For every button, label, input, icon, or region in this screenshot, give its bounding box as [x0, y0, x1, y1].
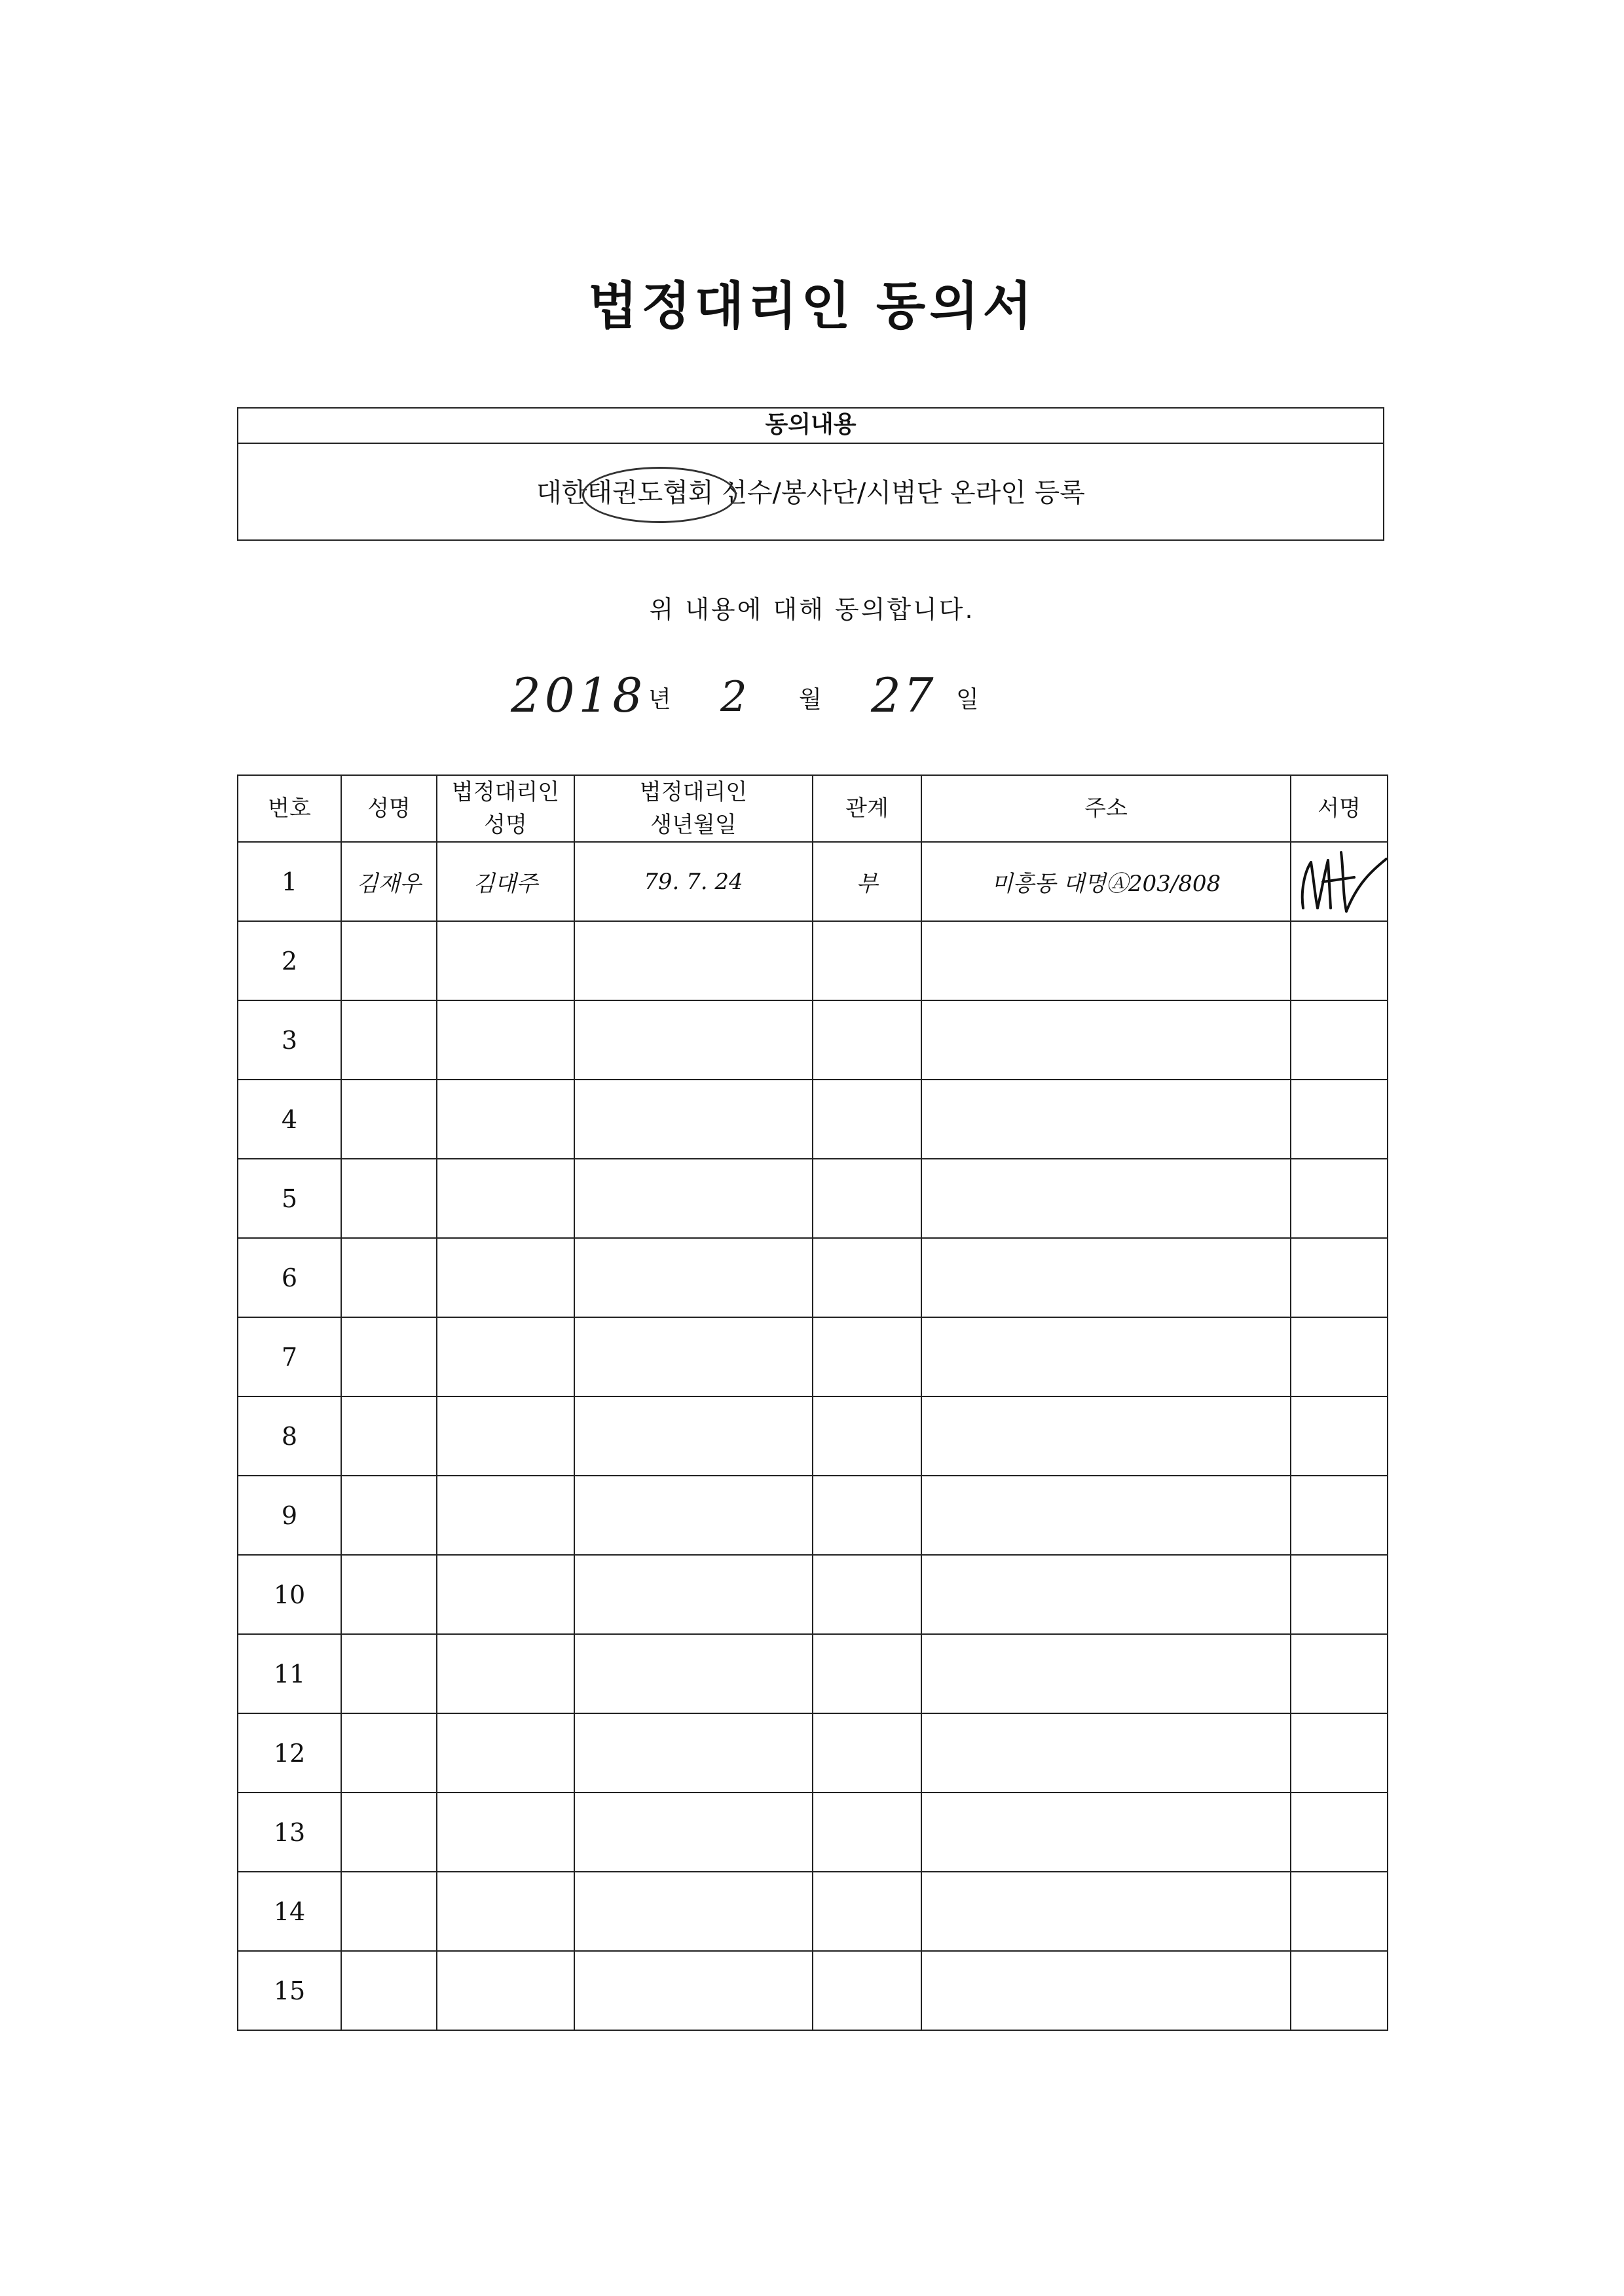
address-cell	[921, 1713, 1291, 1793]
consent-text: 대한태권도협회 선수/봉사단/시범단 온라인 등록	[536, 478, 1085, 508]
header-guardian-name-line1: 법정대리인	[451, 779, 560, 805]
student-name-cell	[341, 1872, 437, 1951]
date-day-unit: 일	[956, 686, 979, 713]
guardian-name-cell: 김대주	[437, 842, 574, 921]
address-cell	[921, 1872, 1291, 1951]
guardian-birth-cell	[574, 1634, 813, 1713]
relation-cell: 부	[813, 842, 921, 921]
table-row	[238, 1238, 1388, 1317]
guardian-birth-cell	[574, 921, 813, 1000]
table-row	[238, 1713, 1388, 1793]
row-number-cell: 4	[238, 1080, 341, 1159]
date-line	[498, 668, 1087, 733]
signature-cell	[1291, 1793, 1388, 1872]
address-cell	[921, 921, 1291, 1000]
address-cell	[921, 1476, 1291, 1555]
guardian-birth-cell	[574, 1000, 813, 1080]
signature-cell	[1291, 1872, 1388, 1951]
row-number-cell: 2	[238, 921, 341, 1000]
guardian-birth-cell	[574, 1713, 813, 1793]
date-month-unit: 월	[799, 686, 822, 713]
header-no: 번호	[238, 775, 341, 842]
table-row	[238, 1872, 1388, 1951]
guardian-birth-cell	[574, 1396, 813, 1476]
signature-cell	[1291, 1713, 1388, 1793]
guardian-name-cell	[437, 1080, 574, 1159]
consent-content-box	[237, 407, 1384, 541]
relation-cell	[813, 1793, 921, 1872]
row-number-cell: 11	[238, 1634, 341, 1713]
student-name-cell	[341, 1951, 437, 2030]
header-guardian-name	[437, 775, 574, 842]
row-number-cell: 3	[238, 1000, 341, 1080]
guardian-name-cell	[437, 1000, 574, 1080]
header-name: 성명	[341, 775, 437, 842]
row-number-cell: 1	[238, 842, 341, 921]
table-row	[238, 1555, 1388, 1634]
guardian-name-cell	[437, 1396, 574, 1476]
address-cell	[921, 1555, 1291, 1634]
student-name-cell	[341, 1713, 437, 1793]
signature-cell	[1291, 1951, 1388, 2030]
signature-cell	[1291, 1000, 1388, 1080]
row-number-cell: 12	[238, 1713, 341, 1793]
student-name-cell	[341, 1793, 437, 1872]
relation-cell	[813, 1159, 921, 1238]
signature-cell	[1291, 1159, 1388, 1238]
student-name-cell	[341, 1000, 437, 1080]
signature-cell	[1291, 1396, 1388, 1476]
relation-cell	[813, 1713, 921, 1793]
address-cell	[921, 1159, 1291, 1238]
document-title: 법정대리인 동의서	[588, 276, 1036, 336]
table-row	[238, 1159, 1388, 1238]
address-cell	[921, 1396, 1291, 1476]
address-cell	[921, 1080, 1291, 1159]
header-signature: 서명	[1291, 775, 1388, 842]
student-name-cell: 김재우	[341, 842, 437, 921]
guardian-name-cell	[437, 1476, 574, 1555]
agreement-statement: 위 내용에 대해 동의합니다.	[649, 595, 975, 624]
table-row	[238, 842, 1388, 921]
guardian-name-cell	[437, 1159, 574, 1238]
table-row	[238, 1000, 1388, 1080]
row-number-cell: 13	[238, 1793, 341, 1872]
address-cell	[921, 1793, 1291, 1872]
header-relation: 관계	[813, 775, 921, 842]
table-row	[238, 1080, 1388, 1159]
guardian-birth-cell: 79. 7. 24	[574, 842, 813, 921]
guardian-name-cell	[437, 1713, 574, 1793]
student-name-cell	[341, 1396, 437, 1476]
handwritten-signature	[1291, 846, 1390, 918]
guardian-name-cell	[437, 1555, 574, 1634]
header-guardian-name-line2: 성명	[484, 812, 527, 838]
guardian-name-cell	[437, 1793, 574, 1872]
table-row	[238, 1793, 1388, 1872]
relation-cell	[813, 1238, 921, 1317]
guardian-birth-cell	[574, 1793, 813, 1872]
table-row	[238, 1951, 1388, 2030]
address-cell	[921, 1951, 1291, 2030]
student-name-cell	[341, 1317, 437, 1396]
student-name-cell	[341, 1238, 437, 1317]
guardian-consent-table	[237, 774, 1388, 2031]
address-cell	[921, 1000, 1291, 1080]
table-row	[238, 1317, 1388, 1396]
consent-body	[238, 444, 1383, 542]
guardian-birth-cell	[574, 1872, 813, 1951]
row-number-cell: 8	[238, 1396, 341, 1476]
guardian-name-cell	[437, 921, 574, 1000]
row-number-cell: 9	[238, 1476, 341, 1555]
row-number-cell: 15	[238, 1951, 341, 2030]
table-row	[238, 1476, 1388, 1555]
row-number-cell: 5	[238, 1159, 341, 1238]
header-guardian-birth	[574, 775, 813, 842]
table-row	[238, 1634, 1388, 1713]
student-name-cell	[341, 1555, 437, 1634]
address-cell	[921, 1634, 1291, 1713]
header-guardian-birth-line2: 생년월일	[650, 812, 737, 838]
relation-cell	[813, 1080, 921, 1159]
row-number-cell: 10	[238, 1555, 341, 1634]
signature-cell	[1291, 921, 1388, 1000]
student-name-cell	[341, 921, 437, 1000]
guardian-birth-cell	[574, 1476, 813, 1555]
relation-cell	[813, 1951, 921, 2030]
guardian-birth-cell	[574, 1159, 813, 1238]
address-cell	[921, 1317, 1291, 1396]
signature-cell	[1291, 1634, 1388, 1713]
guardian-name-cell	[437, 1317, 574, 1396]
consent-header: 동의내용	[238, 409, 1383, 444]
student-name-cell	[341, 1159, 437, 1238]
guardian-birth-cell	[574, 1951, 813, 2030]
relation-cell	[813, 1000, 921, 1080]
guardian-birth-cell	[574, 1080, 813, 1159]
relation-cell	[813, 1872, 921, 1951]
student-name-cell	[341, 1080, 437, 1159]
table-header-row	[238, 775, 1388, 842]
signature-cell	[1291, 1080, 1388, 1159]
guardian-birth-cell	[574, 1317, 813, 1396]
signature-cell	[1291, 1238, 1388, 1317]
guardian-name-cell	[437, 1238, 574, 1317]
header-address: 주소	[921, 775, 1291, 842]
header-guardian-birth-line1: 법정대리인	[639, 779, 748, 805]
relation-cell	[813, 921, 921, 1000]
relation-cell	[813, 1317, 921, 1396]
relation-cell	[813, 1476, 921, 1555]
row-number-cell: 6	[238, 1238, 341, 1317]
address-cell: 미흥동 대명Ⓐ203/808	[921, 842, 1291, 921]
signature-cell	[1291, 842, 1388, 921]
student-name-cell	[341, 1476, 437, 1555]
relation-cell	[813, 1634, 921, 1713]
guardian-name-cell	[437, 1951, 574, 2030]
date-year-unit: 년	[648, 686, 671, 713]
row-number-cell: 14	[238, 1872, 341, 1951]
relation-cell	[813, 1396, 921, 1476]
signature-cell	[1291, 1555, 1388, 1634]
address-cell	[921, 1238, 1291, 1317]
guardian-name-cell	[437, 1634, 574, 1713]
guardian-birth-cell	[574, 1238, 813, 1317]
date-year-handwritten: 2018	[511, 668, 647, 723]
student-name-cell	[341, 1634, 437, 1713]
guardian-birth-cell	[574, 1555, 813, 1634]
table-row	[238, 921, 1388, 1000]
guardian-name-cell	[437, 1872, 574, 1951]
date-month-handwritten: 2	[720, 673, 747, 721]
signature-cell	[1291, 1317, 1388, 1396]
signature-cell	[1291, 1476, 1388, 1555]
row-number-cell: 7	[238, 1317, 341, 1396]
relation-cell	[813, 1555, 921, 1634]
table-row	[238, 1396, 1388, 1476]
date-day-handwritten: 27	[871, 668, 936, 723]
